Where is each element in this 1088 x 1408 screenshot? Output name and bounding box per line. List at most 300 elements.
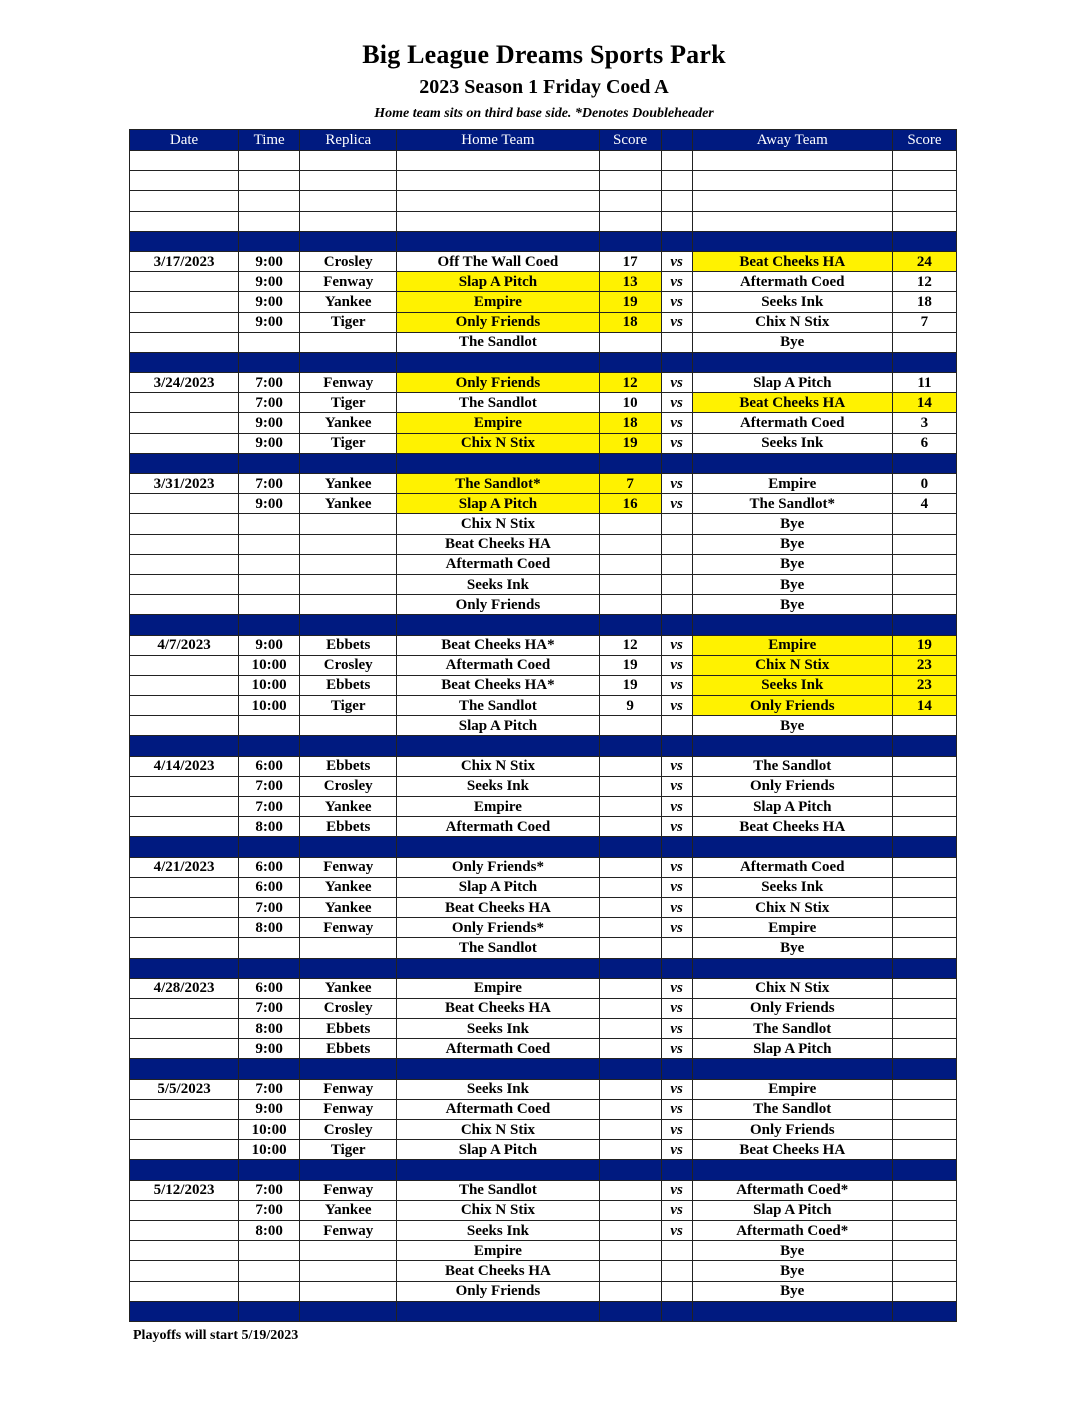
home-score-cell	[599, 191, 661, 211]
replica-cell	[300, 716, 397, 736]
separator-cell	[300, 453, 397, 473]
away-score-cell: 14	[892, 696, 956, 716]
separator-cell	[692, 453, 892, 473]
vs-cell: vs	[661, 655, 692, 675]
replica-cell	[300, 171, 397, 191]
replica-cell: Crosley	[300, 655, 397, 675]
table-row	[130, 474, 957, 494]
home-team-cell: Aftermath Coed	[397, 1039, 599, 1059]
home-score-cell: 18	[599, 413, 661, 433]
date-cell	[130, 272, 239, 292]
home-score-cell	[599, 1019, 661, 1039]
table-row	[130, 655, 957, 675]
table-row	[130, 1180, 957, 1200]
away-team-cell: The Sandlot	[692, 1019, 892, 1039]
date-cell	[130, 332, 239, 352]
time-cell: 7:00	[239, 1079, 300, 1099]
home-score-cell: 9	[599, 696, 661, 716]
replica-cell	[300, 534, 397, 554]
home-score-cell	[599, 756, 661, 776]
away-team-cell: Empire	[692, 1079, 892, 1099]
vs-cell: vs	[661, 1120, 692, 1140]
away-team-cell: Slap A Pitch	[692, 797, 892, 817]
away-team-cell: Aftermath Coed*	[692, 1220, 892, 1240]
table-row	[130, 696, 957, 716]
away-score-cell	[892, 534, 956, 554]
time-cell	[239, 716, 300, 736]
away-score-cell	[892, 978, 956, 998]
home-score-cell	[599, 857, 661, 877]
replica-cell: Yankee	[300, 474, 397, 494]
home-team-cell: Only Friends*	[397, 918, 599, 938]
date-cell	[130, 716, 239, 736]
schedule-table	[129, 129, 957, 1322]
away-score-cell	[892, 1099, 956, 1119]
home-score-cell: 17	[599, 251, 661, 271]
away-score-cell	[892, 514, 956, 534]
home-score-cell	[599, 1200, 661, 1220]
away-score-cell: 18	[892, 292, 956, 312]
replica-cell	[300, 514, 397, 534]
away-score-cell	[892, 1079, 956, 1099]
replica-cell	[300, 1241, 397, 1261]
vs-cell: vs	[661, 292, 692, 312]
time-cell: 7:00	[239, 373, 300, 393]
away-team-cell: Bye	[692, 1281, 892, 1301]
time-cell: 10:00	[239, 1120, 300, 1140]
home-team-cell	[397, 171, 599, 191]
separator-cell	[300, 352, 397, 372]
table-row	[130, 191, 957, 211]
home-team-cell: Beat Cheeks HA	[397, 1261, 599, 1281]
time-cell	[239, 1281, 300, 1301]
replica-cell	[300, 595, 397, 615]
home-team-cell: Aftermath Coed	[397, 817, 599, 837]
time-cell	[239, 574, 300, 594]
separator-cell	[397, 1160, 599, 1180]
replica-cell: Yankee	[300, 292, 397, 312]
home-team-cell: Seeks Ink	[397, 776, 599, 796]
replica-cell	[300, 554, 397, 574]
replica-cell	[300, 938, 397, 958]
replica-cell	[300, 191, 397, 211]
date-cell: 4/21/2023	[130, 857, 239, 877]
date-cell	[130, 1140, 239, 1160]
date-cell	[130, 696, 239, 716]
table-row	[130, 413, 957, 433]
separator-cell	[661, 1160, 692, 1180]
table-row	[130, 635, 957, 655]
home-team-cell: Slap A Pitch	[397, 877, 599, 897]
week-separator-row	[130, 837, 957, 857]
replica-cell: Tiger	[300, 696, 397, 716]
col-header-vs	[661, 130, 692, 151]
table-row	[130, 675, 957, 695]
vs-cell: vs	[661, 817, 692, 837]
vs-cell: vs	[661, 1140, 692, 1160]
week-separator-row	[130, 1301, 957, 1321]
away-score-cell	[892, 918, 956, 938]
home-team-cell: Seeks Ink	[397, 574, 599, 594]
replica-cell: Yankee	[300, 413, 397, 433]
time-cell	[239, 534, 300, 554]
away-team-cell: Aftermath Coed	[692, 857, 892, 877]
separator-cell	[397, 231, 599, 251]
separator-cell	[692, 352, 892, 372]
date-cell	[130, 918, 239, 938]
replica-cell: Crosley	[300, 998, 397, 1018]
home-team-cell: Only Friends	[397, 373, 599, 393]
time-cell: 9:00	[239, 494, 300, 514]
date-cell	[130, 675, 239, 695]
date-cell	[130, 1099, 239, 1119]
time-cell: 7:00	[239, 1180, 300, 1200]
vs-cell: vs	[661, 312, 692, 332]
separator-cell	[397, 1059, 599, 1079]
table-row	[130, 595, 957, 615]
time-cell	[239, 151, 300, 171]
date-cell: 4/7/2023	[130, 635, 239, 655]
away-score-cell: 19	[892, 635, 956, 655]
replica-cell: Crosley	[300, 251, 397, 271]
separator-cell	[130, 958, 239, 978]
away-team-cell: Bye	[692, 938, 892, 958]
date-cell	[130, 574, 239, 594]
table-header-row	[130, 130, 957, 151]
replica-cell: Ebbets	[300, 756, 397, 776]
away-team-cell: Aftermath Coed	[692, 413, 892, 433]
table-row	[130, 817, 957, 837]
time-cell	[239, 595, 300, 615]
away-team-cell: Bye	[692, 332, 892, 352]
separator-cell	[599, 231, 661, 251]
vs-cell	[661, 1241, 692, 1261]
replica-cell: Tiger	[300, 433, 397, 453]
away-score-cell	[892, 1220, 956, 1240]
separator-cell	[300, 1160, 397, 1180]
away-team-cell: The Sandlot	[692, 756, 892, 776]
home-team-cell	[397, 151, 599, 171]
separator-cell	[892, 1301, 956, 1321]
table-row	[130, 938, 957, 958]
page-title: Big League Dreams Sports Park	[362, 40, 726, 69]
replica-cell: Fenway	[300, 1099, 397, 1119]
away-team-cell: Chix N Stix	[692, 655, 892, 675]
replica-cell	[300, 211, 397, 231]
vs-cell: vs	[661, 1079, 692, 1099]
away-team-cell: Only Friends	[692, 998, 892, 1018]
separator-cell	[692, 958, 892, 978]
away-score-cell	[892, 171, 956, 191]
vs-cell	[661, 554, 692, 574]
home-score-cell	[599, 1039, 661, 1059]
away-team-cell: Bye	[692, 514, 892, 534]
vs-cell: vs	[661, 251, 692, 271]
date-cell	[130, 897, 239, 917]
time-cell: 9:00	[239, 1039, 300, 1059]
away-team-cell: Seeks Ink	[692, 877, 892, 897]
replica-cell: Yankee	[300, 797, 397, 817]
away-team-cell: Bye	[692, 554, 892, 574]
vs-cell	[661, 574, 692, 594]
vs-cell: vs	[661, 494, 692, 514]
vs-cell: vs	[661, 1180, 692, 1200]
time-cell: 10:00	[239, 675, 300, 695]
vs-cell	[661, 514, 692, 534]
vs-cell	[661, 191, 692, 211]
table-row	[130, 433, 957, 453]
away-score-cell	[892, 877, 956, 897]
vs-cell: vs	[661, 756, 692, 776]
separator-cell	[397, 1301, 599, 1321]
home-team-cell: Slap A Pitch	[397, 494, 599, 514]
home-score-cell	[599, 897, 661, 917]
away-team-cell: Bye	[692, 716, 892, 736]
time-cell	[239, 191, 300, 211]
home-team-cell: Empire	[397, 797, 599, 817]
vs-cell	[661, 1281, 692, 1301]
separator-cell	[599, 958, 661, 978]
table-row	[130, 332, 957, 352]
home-team-cell: Aftermath Coed	[397, 655, 599, 675]
home-score-cell	[599, 877, 661, 897]
away-score-cell: 6	[892, 433, 956, 453]
separator-cell	[130, 1301, 239, 1321]
home-score-cell	[599, 595, 661, 615]
separator-cell	[661, 837, 692, 857]
home-team-cell: The Sandlot	[397, 938, 599, 958]
date-cell: 5/5/2023	[130, 1079, 239, 1099]
separator-cell	[692, 736, 892, 756]
vs-cell	[661, 211, 692, 231]
away-team-cell	[692, 151, 892, 171]
replica-cell: Yankee	[300, 897, 397, 917]
away-score-cell	[892, 1140, 956, 1160]
table-row	[130, 554, 957, 574]
header-note: Home team sits on third base side. *Denotes Doubleheader	[374, 106, 714, 121]
away-score-cell	[892, 1241, 956, 1261]
separator-cell	[892, 1059, 956, 1079]
time-cell	[239, 171, 300, 191]
away-team-cell: The Sandlot	[692, 1099, 892, 1119]
table-row	[130, 1099, 957, 1119]
separator-cell	[692, 1059, 892, 1079]
home-team-cell: Only Friends	[397, 1281, 599, 1301]
table-row	[130, 272, 957, 292]
date-cell	[130, 1019, 239, 1039]
away-team-cell: Bye	[692, 534, 892, 554]
table-row	[130, 1019, 957, 1039]
vs-cell: vs	[661, 635, 692, 655]
home-score-cell: 12	[599, 635, 661, 655]
away-team-cell: Seeks Ink	[692, 433, 892, 453]
table-row	[130, 1039, 957, 1059]
away-team-cell: Bye	[692, 574, 892, 594]
away-team-cell: Only Friends	[692, 1120, 892, 1140]
vs-cell	[661, 534, 692, 554]
home-team-cell: Empire	[397, 1241, 599, 1261]
home-score-cell: 7	[599, 474, 661, 494]
home-team-cell: Off The Wall Coed	[397, 251, 599, 271]
replica-cell: Tiger	[300, 393, 397, 413]
separator-cell	[397, 615, 599, 635]
date-cell	[130, 494, 239, 514]
replica-cell: Fenway	[300, 918, 397, 938]
date-cell	[130, 877, 239, 897]
date-cell: 3/17/2023	[130, 251, 239, 271]
time-cell: 6:00	[239, 978, 300, 998]
away-score-cell	[892, 211, 956, 231]
home-score-cell	[599, 817, 661, 837]
vs-cell	[661, 938, 692, 958]
home-score-cell: 13	[599, 272, 661, 292]
date-cell	[130, 211, 239, 231]
time-cell: 6:00	[239, 756, 300, 776]
time-cell: 10:00	[239, 1140, 300, 1160]
separator-cell	[661, 615, 692, 635]
separator-cell	[892, 958, 956, 978]
home-score-cell	[599, 514, 661, 534]
away-score-cell	[892, 1261, 956, 1281]
separator-cell	[692, 837, 892, 857]
replica-cell: Ebbets	[300, 1019, 397, 1039]
table-row	[130, 918, 957, 938]
date-cell	[130, 1281, 239, 1301]
separator-cell	[300, 231, 397, 251]
away-team-cell: Seeks Ink	[692, 675, 892, 695]
date-cell	[130, 151, 239, 171]
col-header-date: Date	[130, 130, 239, 151]
separator-cell	[892, 453, 956, 473]
home-team-cell: Beat Cheeks HA*	[397, 635, 599, 655]
home-team-cell: Chix N Stix	[397, 1200, 599, 1220]
vs-cell: vs	[661, 797, 692, 817]
table-row	[130, 393, 957, 413]
separator-cell	[599, 837, 661, 857]
separator-cell	[661, 453, 692, 473]
separator-cell	[397, 352, 599, 372]
vs-cell: vs	[661, 918, 692, 938]
date-cell	[130, 292, 239, 312]
separator-cell	[239, 837, 300, 857]
replica-cell: Fenway	[300, 1180, 397, 1200]
replica-cell	[300, 1261, 397, 1281]
table-row	[130, 373, 957, 393]
vs-cell: vs	[661, 998, 692, 1018]
replica-cell: Ebbets	[300, 635, 397, 655]
col-header-away-score: Score	[892, 130, 956, 151]
date-cell: 4/14/2023	[130, 756, 239, 776]
vs-cell: vs	[661, 1220, 692, 1240]
away-team-cell: Bye	[692, 595, 892, 615]
date-cell	[130, 1120, 239, 1140]
table-row	[130, 1079, 957, 1099]
date-cell	[130, 413, 239, 433]
separator-cell	[300, 615, 397, 635]
home-team-cell: Empire	[397, 413, 599, 433]
replica-cell: Yankee	[300, 1200, 397, 1220]
vs-cell: vs	[661, 897, 692, 917]
week-separator-row	[130, 736, 957, 756]
time-cell: 9:00	[239, 1099, 300, 1119]
separator-cell	[599, 1059, 661, 1079]
home-team-cell: Beat Cheeks HA	[397, 998, 599, 1018]
away-score-cell	[892, 1200, 956, 1220]
away-team-cell: Chix N Stix	[692, 978, 892, 998]
separator-cell	[661, 958, 692, 978]
home-score-cell	[599, 1241, 661, 1261]
home-team-cell: The Sandlot*	[397, 474, 599, 494]
col-header-time: Time	[239, 130, 300, 151]
table-row	[130, 897, 957, 917]
separator-cell	[239, 958, 300, 978]
away-score-cell	[892, 1281, 956, 1301]
separator-cell	[130, 453, 239, 473]
home-team-cell: Beat Cheeks HA*	[397, 675, 599, 695]
table-row	[130, 978, 957, 998]
replica-cell: Ebbets	[300, 675, 397, 695]
away-score-cell	[892, 797, 956, 817]
home-team-cell	[397, 191, 599, 211]
replica-cell: Tiger	[300, 312, 397, 332]
home-score-cell	[599, 776, 661, 796]
separator-cell	[599, 453, 661, 473]
replica-cell: Ebbets	[300, 817, 397, 837]
separator-cell	[599, 1301, 661, 1321]
separator-cell	[397, 453, 599, 473]
separator-cell	[892, 736, 956, 756]
date-cell	[130, 191, 239, 211]
table-row	[130, 1120, 957, 1140]
week-separator-row	[130, 1160, 957, 1180]
table-row	[130, 1281, 957, 1301]
vs-cell: vs	[661, 978, 692, 998]
date-cell	[130, 595, 239, 615]
table-row	[130, 574, 957, 594]
table-row	[130, 776, 957, 796]
away-score-cell	[892, 998, 956, 1018]
time-cell: 9:00	[239, 312, 300, 332]
date-cell	[130, 1200, 239, 1220]
away-team-cell: Aftermath Coed	[692, 272, 892, 292]
home-score-cell: 19	[599, 655, 661, 675]
replica-cell: Crosley	[300, 776, 397, 796]
table-row	[130, 1200, 957, 1220]
vs-cell: vs	[661, 857, 692, 877]
away-team-cell: Chix N Stix	[692, 312, 892, 332]
time-cell	[239, 514, 300, 534]
replica-cell	[300, 151, 397, 171]
time-cell: 6:00	[239, 877, 300, 897]
home-team-cell: Chix N Stix	[397, 1120, 599, 1140]
time-cell: 8:00	[239, 918, 300, 938]
away-score-cell	[892, 191, 956, 211]
away-team-cell: Slap A Pitch	[692, 373, 892, 393]
table-row	[130, 1261, 957, 1281]
away-team-cell: Slap A Pitch	[692, 1039, 892, 1059]
vs-cell: vs	[661, 1200, 692, 1220]
table-row	[130, 1220, 957, 1240]
separator-cell	[692, 231, 892, 251]
home-team-cell: The Sandlot	[397, 393, 599, 413]
time-cell	[239, 938, 300, 958]
week-separator-row	[130, 352, 957, 372]
date-cell: 5/12/2023	[130, 1180, 239, 1200]
vs-cell: vs	[661, 696, 692, 716]
date-cell: 3/31/2023	[130, 474, 239, 494]
separator-cell	[892, 231, 956, 251]
away-team-cell: The Sandlot*	[692, 494, 892, 514]
